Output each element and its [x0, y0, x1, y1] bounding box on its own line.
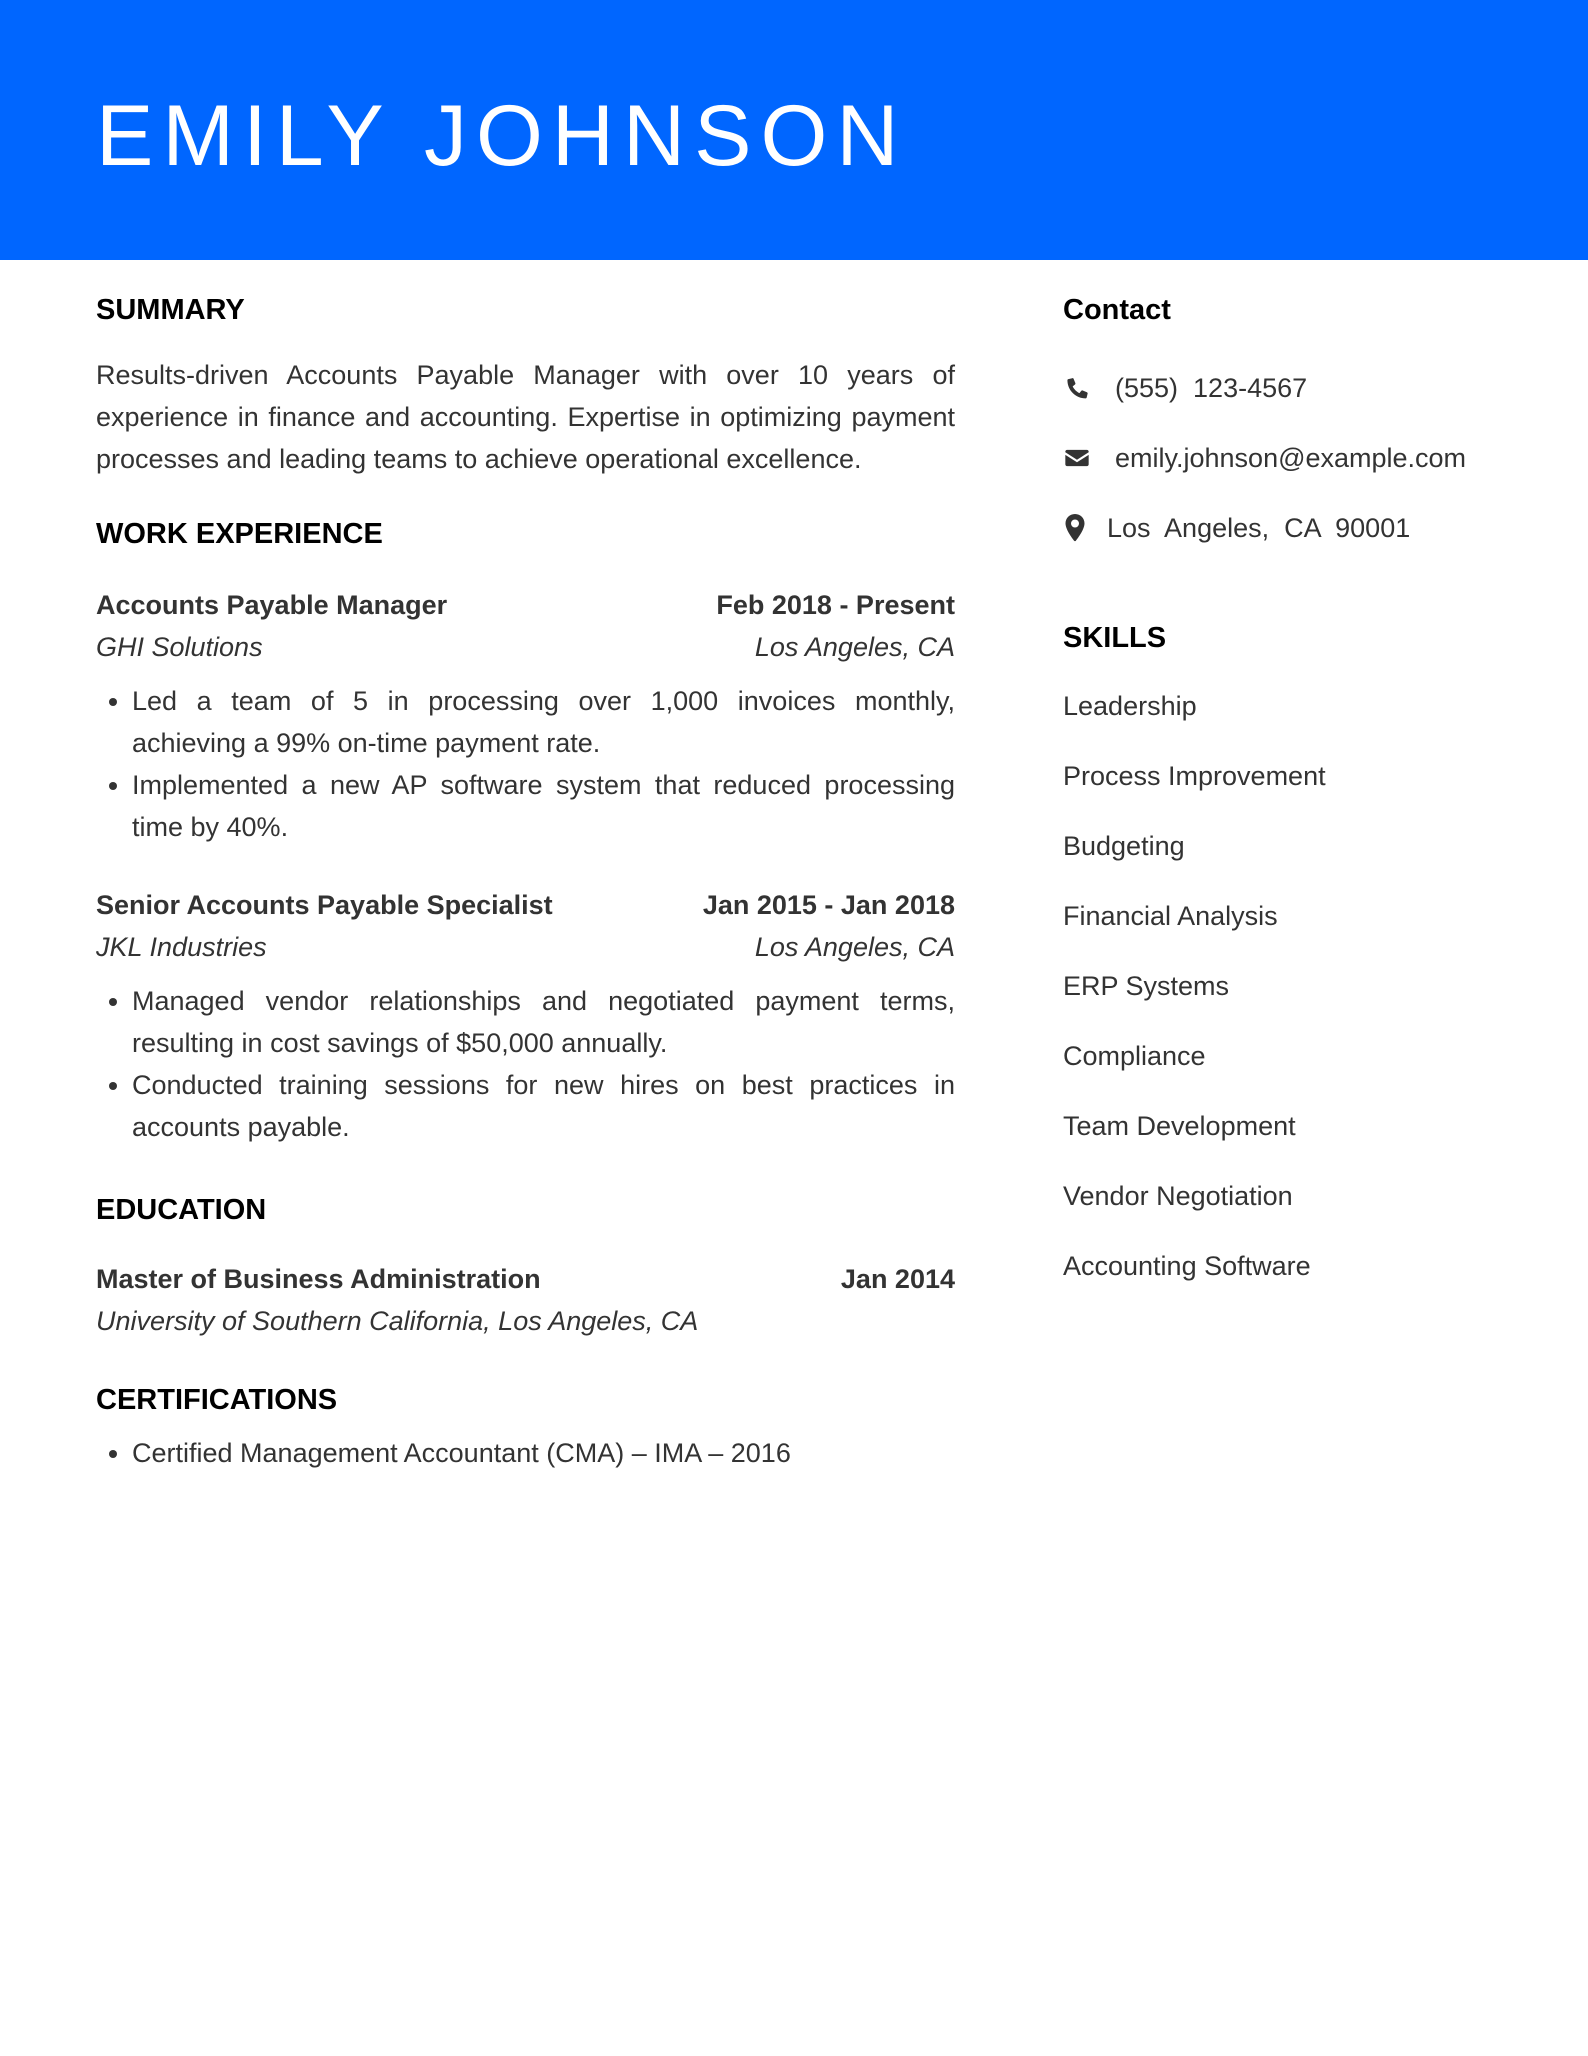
contact-phone: [1063, 368, 1523, 408]
skill-item: Budgeting: [1063, 831, 1185, 861]
job-dates: Jan 2015 - Jan 2018: [702, 890, 955, 920]
phone-number[interactable]: (555) 123-4567: [1115, 373, 1308, 403]
education-heading: EDUCATION: [96, 1194, 267, 1226]
job-location: Los Angeles, CA: [754, 932, 955, 962]
main-column: [96, 290, 955, 1474]
job-bullet: • Conducted training sessions for new hires on best practices in accounts payable.: [132, 1064, 955, 1148]
skill-item: Financial Analysis: [1063, 901, 1278, 931]
location-text: Los Angeles, CA 90001: [1107, 513, 1411, 543]
job-bullets: [96, 980, 955, 1148]
job-title: Senior Accounts Payable Specialist: [96, 890, 553, 920]
summary-text: Results-driven Accounts Payable Manager with over 10 years of experience in finance and accounting. Expertise in optimizing payment processes and leading teams to achieve operational excellence.: [96, 360, 955, 474]
job-subheader: [96, 626, 955, 668]
contact-section: [1063, 290, 1523, 548]
header-banner: [0, 0, 1588, 260]
skills-section: [1063, 618, 1523, 1286]
job-subheader: [96, 926, 955, 968]
education-section: [96, 1190, 955, 1342]
map-pin-icon: [1063, 510, 1093, 546]
certifications-section: [96, 1380, 955, 1474]
skills-list: [1063, 686, 1523, 1286]
job-dates: Feb 2018 - Present: [716, 590, 955, 620]
skill-item: Compliance: [1063, 1041, 1206, 1071]
summary-heading: SUMMARY: [96, 294, 245, 326]
phone-icon: [1063, 370, 1099, 406]
job-bullet: • Managed vendor relationships and negotiated payment terms, resulting in cost savings of $50,000 annually.: [132, 980, 955, 1064]
education-header: [96, 1258, 955, 1300]
job-company: JKL Industries: [96, 932, 267, 962]
job-entry: [96, 884, 955, 1148]
certifications-list: [96, 1432, 955, 1474]
work-experience-section: [96, 514, 955, 1148]
job-company: GHI Solutions: [96, 632, 263, 662]
contact-email: [1063, 438, 1523, 478]
work-experience-heading: WORK EXPERIENCE: [96, 518, 383, 550]
envelope-icon: [1063, 440, 1099, 476]
skill-item: Accounting Software: [1063, 1251, 1311, 1281]
summary-section: [96, 290, 955, 480]
job-title: Accounts Payable Manager: [96, 590, 448, 620]
certification-item: • Certified Management Accountant (CMA) – IMA – 2016: [132, 1432, 955, 1474]
contact-location: [1063, 508, 1523, 548]
job-bullet: • Led a team of 5 in processing over 1,000 invoices monthly, achieving a 99% on-time payment rate.: [132, 680, 955, 764]
candidate-name: EMILY JOHNSON: [96, 88, 908, 184]
skill-item: Team Development: [1063, 1111, 1296, 1141]
sidebar-column: [1063, 290, 1523, 1286]
email-address[interactable]: emily.johnson@example.com: [1115, 443, 1467, 473]
school-name: University of Southern California, Los Angeles, CA: [96, 1306, 699, 1336]
skill-item: Vendor Negotiation: [1063, 1181, 1293, 1211]
skill-item: Leadership: [1063, 691, 1197, 721]
job-header: [96, 884, 955, 926]
contact-list: [1063, 368, 1523, 548]
certifications-heading: CERTIFICATIONS: [96, 1384, 338, 1416]
education-entry: [96, 1258, 955, 1342]
degree-name: Master of Business Administration: [96, 1264, 541, 1294]
job-bullet: • Implemented a new AP software system that reduced processing time by 40%.: [132, 764, 955, 848]
skills-heading: SKILLS: [1063, 622, 1167, 654]
skill-item: ERP Systems: [1063, 971, 1230, 1001]
job-header: [96, 584, 955, 626]
education-subheader: [96, 1300, 955, 1342]
degree-date: Jan 2014: [840, 1264, 955, 1294]
skill-item: Process Improvement: [1063, 761, 1326, 791]
job-location: Los Angeles, CA: [754, 632, 955, 662]
contact-heading: Contact: [1063, 294, 1171, 326]
job-bullets: [96, 680, 955, 848]
job-entry: [96, 584, 955, 848]
